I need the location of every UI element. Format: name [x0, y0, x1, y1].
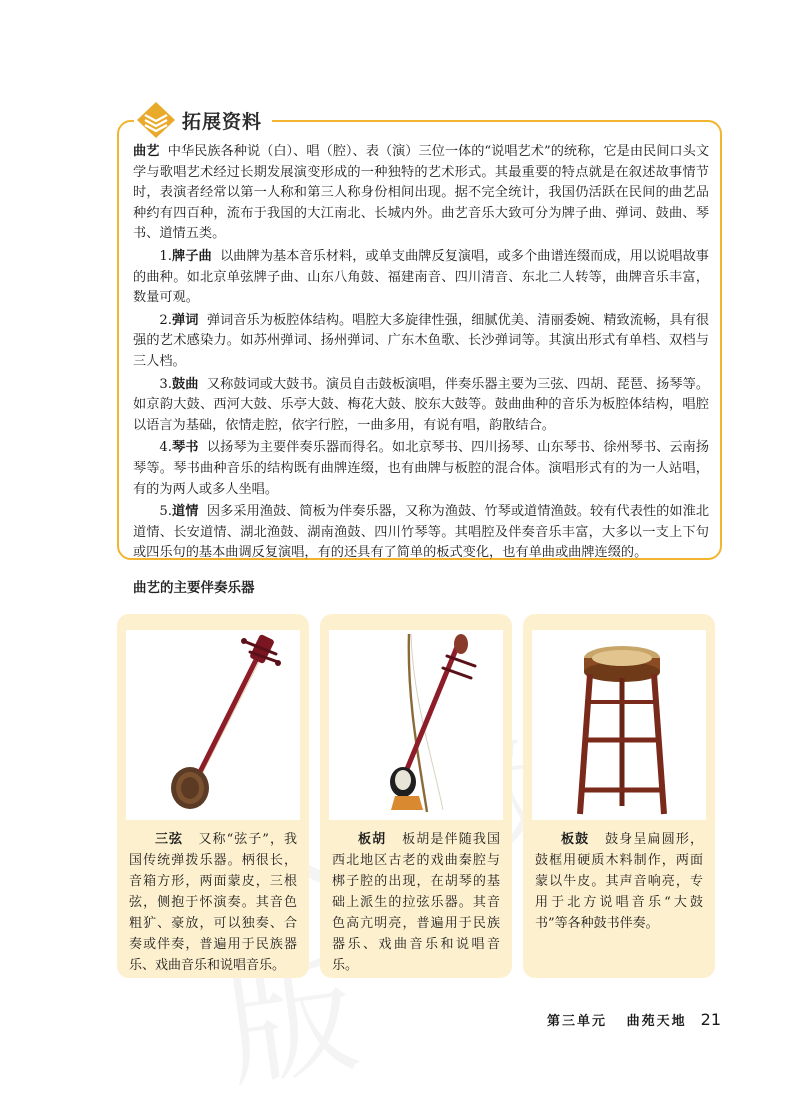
item-number: 1.	[159, 248, 172, 264]
item-number: 3.	[159, 376, 172, 392]
item-term: 琴书	[171, 440, 199, 456]
item-text: 弹词音乐为板腔体结构。唱腔大多旋律性强，细腻优美、清丽委婉、精致流畅，具有很强的艺术感染力。如苏州弹词、扬州弹词、广东木鱼歌、长沙弹词等。其演出形式有单档、双档与三人档。	[133, 312, 710, 369]
item-text: 又称鼓词或大鼓书。演员自击鼓板演唱，伴奏乐器主要为三弦、四胡、琵琶、扬琴等。如京韵大鼓、西河大鼓、乐亭大鼓、梅花大鼓、胶东大鼓等。鼓曲曲种的音乐为板腔体结构，唱腔以语言为基础，依情走腔，依字行腔，一曲多用，有说有唱，韵散结合。	[133, 376, 710, 433]
banhu-description	[332, 829, 500, 976]
item-paragraph-1	[133, 247, 709, 309]
page-number: 21	[700, 1010, 721, 1029]
item-term: 鼓曲	[171, 376, 199, 392]
item-paragraph-4	[133, 438, 709, 500]
item-term: 牌子曲	[171, 248, 212, 264]
item-number: 4.	[159, 440, 172, 456]
sanxian-photo	[126, 630, 300, 820]
extension-header	[134, 100, 272, 140]
instruments-heading: 曲艺的主要伴奏乐器	[133, 580, 255, 596]
instrument-name: 板鼓	[561, 832, 590, 847]
instrument-name: 板胡	[358, 832, 387, 847]
instrument-text: 又称“弦子”，我国传统弹拨乐器。柄很长，音箱方形，两面蒙皮，三根弦，侧抱于怀演奏。其音色粗犷、豪放，可以独奏、合奏或伴奏，普遍用于民族器乐、戏曲音乐和说唱音乐。	[129, 832, 297, 973]
sanxian-image	[126, 630, 300, 820]
intro-term: 曲艺	[133, 144, 160, 159]
bangu-image	[532, 630, 706, 820]
unit-label	[547, 1010, 687, 1029]
item-text: 以曲牌为基本音乐材料，或单支曲牌反复演唱，或多个曲谱连缀而成，用以说唱故事的曲种。如北京单弦牌子曲、山东八角鼓、福建南音、四川清音、东北二人转等，曲牌音乐丰富，数量可观。	[133, 248, 709, 306]
intro-text: 中华民族各种说（白）、唱（腔）、表（演）三位一体的“说唱艺术”的统称，它是由民间口头文学与歌唱艺术经过长期发展演变形成的一种独特的艺术形式。其最重要的特点就是在叙述故事情节时，表演者经常以第一人称和第三人称身份相间出现。据不完全统计，我国仍活跃在民间的曲艺品种约有四百种，流布于我国的大江南北、长城内外。曲艺音乐大致可分为牌子曲、弹词、鼓曲、琴书、道情五类。	[133, 144, 710, 242]
item-paragraph-2	[133, 311, 709, 373]
instrument-name: 三弦	[155, 832, 184, 847]
instrument-text: 板胡是伴随我国西北地区古老的戏曲秦腔与梆子腔的出现，在胡琴的基础上派生的拉弦乐器。其音色高亢明亮，普遍用于民族器乐、戏曲音乐和说唱音乐。	[332, 832, 500, 973]
item-text: 因多采用渔鼓、简板为伴奏乐器，又称为渔鼓、竹琴或道情渔鼓。较有代表性的如淮北道情、长安道情、湖北渔鼓、湖南渔鼓、四川竹琴等。其唱腔及伴奏音乐丰富，大多以一支上下句或四乐句的基本曲调反复演唱，有的还具有了简单的板式变化，也有单曲或曲牌连缀的。	[133, 504, 710, 561]
intro-paragraph	[133, 142, 709, 245]
extension-title: 拓展资料	[182, 110, 263, 133]
sanxian-description	[129, 829, 297, 976]
item-text: 以扬琴为主要伴奏乐器而得名。如北京琴书、四川扬琴、山东琴书、徐州琴书、云南扬琴等。琴书曲种音乐的结构既有曲牌连缀，也有曲牌与板腔的混合体。演唱形式有的为一人站唱，有的为两人或多人坐唱。	[133, 440, 710, 497]
instrument-card-bangu	[523, 614, 715, 978]
instrument-card-banhu	[320, 614, 512, 978]
stacked-layers-icon	[134, 100, 178, 140]
item-number: 5.	[159, 504, 172, 520]
item-number: 2.	[159, 312, 172, 328]
page-footer	[547, 1010, 721, 1029]
instrument-card-sanxian	[117, 614, 309, 978]
banhu-photo	[329, 630, 503, 820]
extension-content	[133, 142, 709, 566]
bangu-photo	[532, 630, 706, 820]
bangu-description	[535, 829, 703, 934]
item-paragraph-3	[133, 375, 709, 437]
banhu-image	[329, 630, 503, 820]
unit-number: 第三单元	[547, 1014, 608, 1029]
instrument-text: 鼓身呈扁圆形，鼓框用硬质木料制作，两面蒙以牛皮。其声音响亮，专用于北方说唱音乐“大鼓书”等各种鼓书伴奏。	[535, 832, 703, 931]
item-term: 道情	[171, 504, 199, 520]
unit-name: 曲苑天地	[626, 1014, 687, 1029]
item-paragraph-5	[133, 502, 709, 564]
item-term: 弹词	[171, 312, 199, 328]
